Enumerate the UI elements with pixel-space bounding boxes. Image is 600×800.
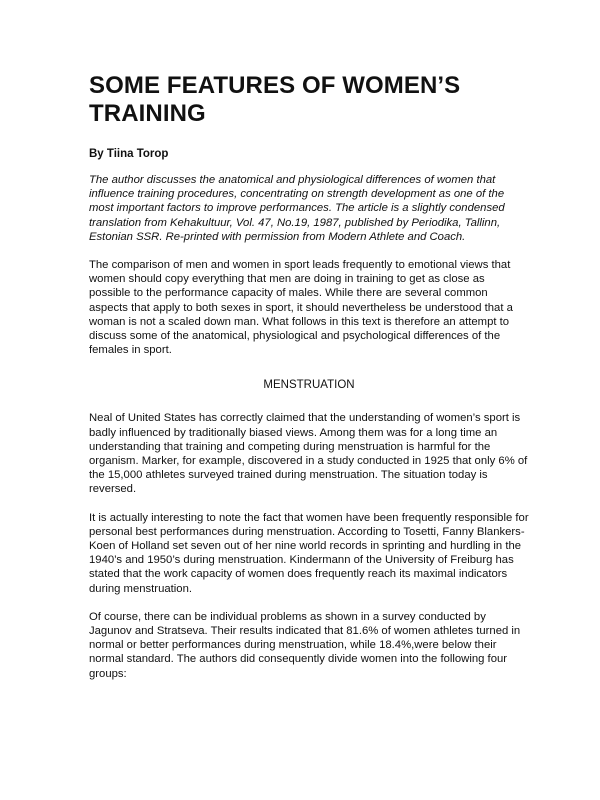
abstract-paragraph: The author discusses the anatomical and physiological differences of women that influence training procedures, concentrating on strength development as one of the most important factors to improve performances. The article is a slightly condensed translation from Kehakultuur, Vol. 47, No.19, 1987, published by Periodika, Tallinn, Estonian SSR. Re-printed with permission from Modern Athlete and Coach. — [89, 174, 505, 243]
article-title: SOME FEATURES OF WOMEN’S TRAINING — [89, 72, 461, 127]
section-heading: MENSTRUATION — [263, 379, 355, 392]
body-paragraph: Of course, there can be individual problems as shown in a survey conducted by Jagunov and Stratseva. Their results indicated that 81.6% of women athletes turned in normal or better performances during menstruation, while 18.4%,were below their normal standard. The authors did consequently divide women into the following four groups: — [89, 610, 521, 680]
article-body — [89, 72, 529, 681]
author-byline: By Tiina Torop — [89, 148, 169, 160]
body-paragraph: Neal of United States has correctly claimed that the understanding of women’s sport is badly influenced by traditionally biased views. Among them was for a long time an understanding that training and competing during menstruation is harmful for the organism. Marker, for example, discovered in a study conducted in 1925 that only 6% of the 15,000 athletes surveyed trained during menstruation. The situation today is reversed. — [89, 412, 528, 496]
intro-paragraph: The comparison of men and women in sport leads frequently to emotional views that women should copy everything that men are doing in training to get as close as possible to the performance capacity of males. While there are several common aspects that apply to both sexes in sport, it should nevertheless be understood that a woman is not a scaled down man. What follows in this text is therefore an attempt to discuss some of the anatomical, physiological and psychological differences of the females in sport. — [89, 259, 513, 357]
body-paragraph: It is actually interesting to note the fact that women have been frequently responsible for personal best performances during menstruation. According to Tosetti, Fanny Blankers-Koen of Holland set seven out of her nine world records in sprinting and hurdling in the 1940’s and 1950’s during menstruation. Kindermann of the University of Freiburg has stated that the work capacity of women does frequently reach its maximal indicators during menstruation. — [89, 511, 529, 595]
